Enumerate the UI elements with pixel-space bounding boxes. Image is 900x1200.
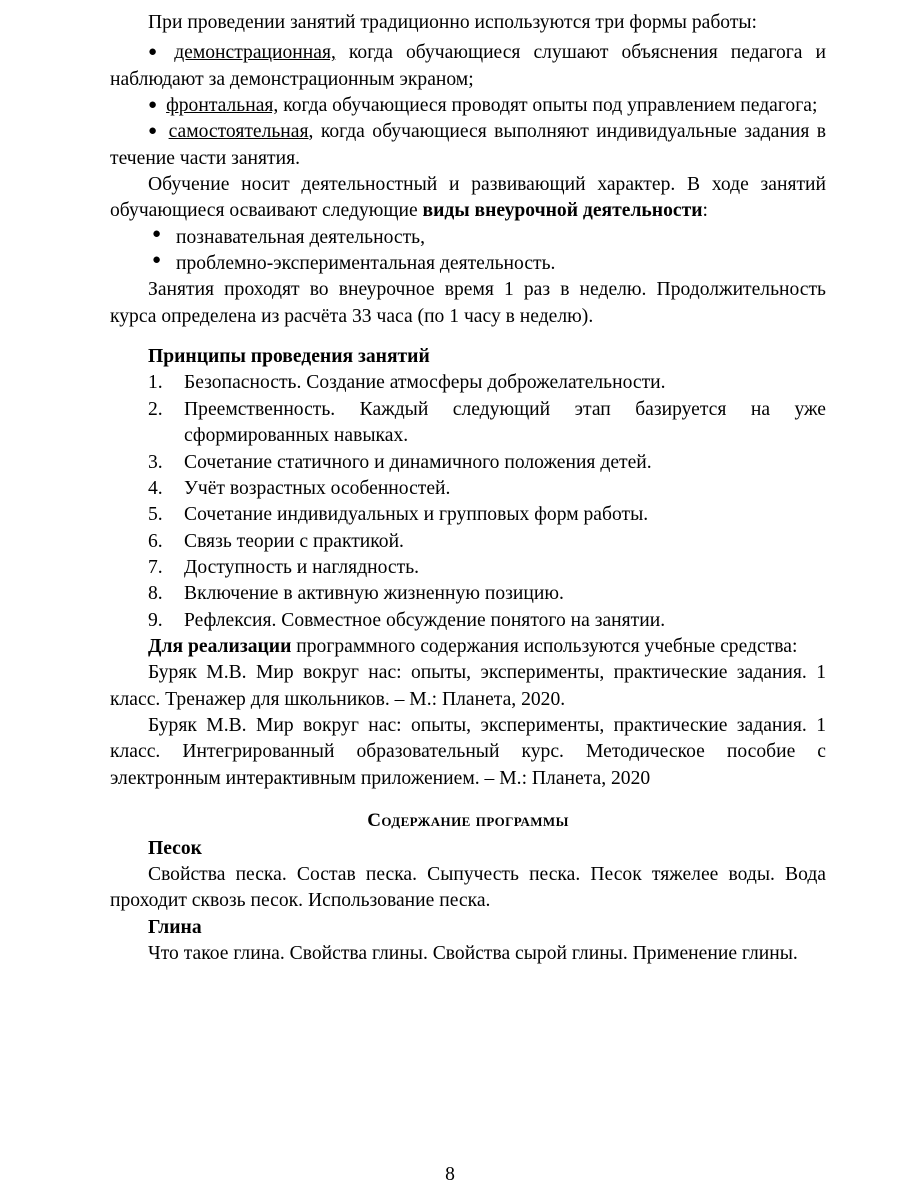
bullet-icon: ●: [152, 225, 162, 242]
form-of-work-term: самостоятельная: [168, 121, 309, 143]
form-of-work-item: [110, 119, 826, 172]
list-item-text: Связь теории с практикой.: [184, 530, 404, 552]
activity-type-text: познавательная деятельность,: [176, 226, 425, 248]
list-item-number: 1.: [148, 372, 163, 394]
document-body: [110, 10, 826, 967]
learning-paragraph-part1: Обучение носит деятельностный и развивающий характер. В ходе занятий обучающиеся осваивают следующие: [110, 174, 826, 222]
form-of-work-text: когда обучающиеся слушают объяснения педагога и наблюдают за демонстрационным экраном;: [110, 42, 826, 90]
intro-paragraph: При проведении занятий традиционно используются три формы работы:: [148, 12, 758, 33]
resource-entry: Буряк М.В. Мир вокруг нас: опыты, эксперименты, практические задания. 1 класс. Интегрированный образовательный курс. Методическое пособие с электронным интерактивным приложением. – М.: Планета, 2020: [110, 714, 826, 789]
list-item-number: 4.: [148, 477, 163, 499]
bullet-icon: ●: [148, 123, 160, 140]
list-item: [110, 476, 826, 502]
topic-text: Что такое глина. Свойства глины. Свойства сырой глины. Применение глины.: [148, 942, 798, 964]
list-item-number: 5.: [148, 504, 163, 526]
learning-paragraph: [110, 172, 826, 225]
learning-paragraph-bold: виды внеурочной деятельности: [422, 200, 703, 222]
list-item-number: 8.: [148, 583, 163, 605]
list-item: [110, 251, 826, 277]
list-item-text: Преемственность. Каждый следующий этап базируется на уже сформированных навыках.: [184, 398, 826, 447]
list-item-number: 3.: [148, 451, 163, 473]
principles-heading: Принципы проведения занятий: [148, 346, 430, 368]
list-item-text: Сочетание статичного и динамичного положения детей.: [184, 451, 652, 473]
list-item: [110, 450, 826, 476]
form-of-work-item: [110, 40, 826, 93]
topic-text: Свойства песка. Состав песка. Сыпучесть песка. Песок тяжелее воды. Вода проходит сквозь песок. Использование песка.: [110, 863, 826, 912]
activity-type-text: проблемно-экспериментальная деятельность.: [176, 253, 556, 275]
bullet-icon: ●: [148, 44, 166, 61]
resource-entry: Буряк М.В. Мир вокруг нас: опыты, эксперименты, практические задания. 1 класс. Тренажер для школьников. – М.: Планета, 2020.: [110, 662, 826, 710]
page-number: 8: [445, 1164, 455, 1185]
form-of-work-term: демонстрационная,: [174, 42, 336, 64]
list-item-text: Доступность и наглядность.: [184, 556, 420, 578]
content-section-heading: Содержание программы: [367, 809, 569, 831]
list-item-number: 6.: [148, 530, 163, 552]
list-item-text: Рефлексия. Совместное обсуждение понятого на занятии.: [184, 609, 666, 631]
topic-title: Песок: [148, 837, 202, 859]
principles-list: [110, 370, 826, 633]
learning-paragraph-part2: :: [702, 200, 708, 222]
list-item-number: 2.: [148, 398, 163, 420]
form-of-work-term: фронтальная,: [166, 95, 279, 117]
list-item: [110, 225, 826, 251]
list-item: [110, 502, 826, 528]
bullet-icon: ●: [152, 252, 162, 269]
list-item-text: Безопасность. Создание атмосферы доброжелательности.: [184, 372, 666, 394]
list-item-text: Учёт возрастных особенностей.: [184, 477, 451, 499]
list-item: [110, 397, 826, 450]
bullet-icon: ●: [148, 97, 158, 114]
list-item-number: 9.: [148, 609, 163, 631]
list-item: [110, 581, 826, 607]
list-item: [110, 608, 826, 634]
resources-intro-bold: Для реализации: [148, 635, 292, 657]
list-item: [110, 529, 826, 555]
list-item-text: Включение в активную жизненную позицию.: [184, 583, 564, 605]
form-of-work-text: , когда обучающиеся выполняют индивидуальные задания в течение части занятия.: [110, 121, 826, 169]
resources-intro-paragraph: [110, 634, 826, 660]
topic-title: Глина: [148, 916, 202, 938]
form-of-work-text: когда обучающиеся проводят опыты под управлением педагога;: [278, 95, 818, 117]
list-item: [110, 370, 826, 396]
list-item-number: 7.: [148, 556, 163, 578]
list-item: [110, 555, 826, 581]
resources-intro-text: программного содержания используются учебные средства:: [291, 635, 798, 657]
list-item-text: Сочетание индивидуальных и групповых форм работы.: [184, 504, 649, 526]
activity-types-list: [110, 225, 826, 278]
schedule-paragraph: Занятия проходят во внеурочное время 1 раз в неделю. Продолжительность курса определена из расчёта 33 часа (по 1 часу в неделю).: [110, 279, 826, 327]
form-of-work-item: [110, 93, 826, 119]
